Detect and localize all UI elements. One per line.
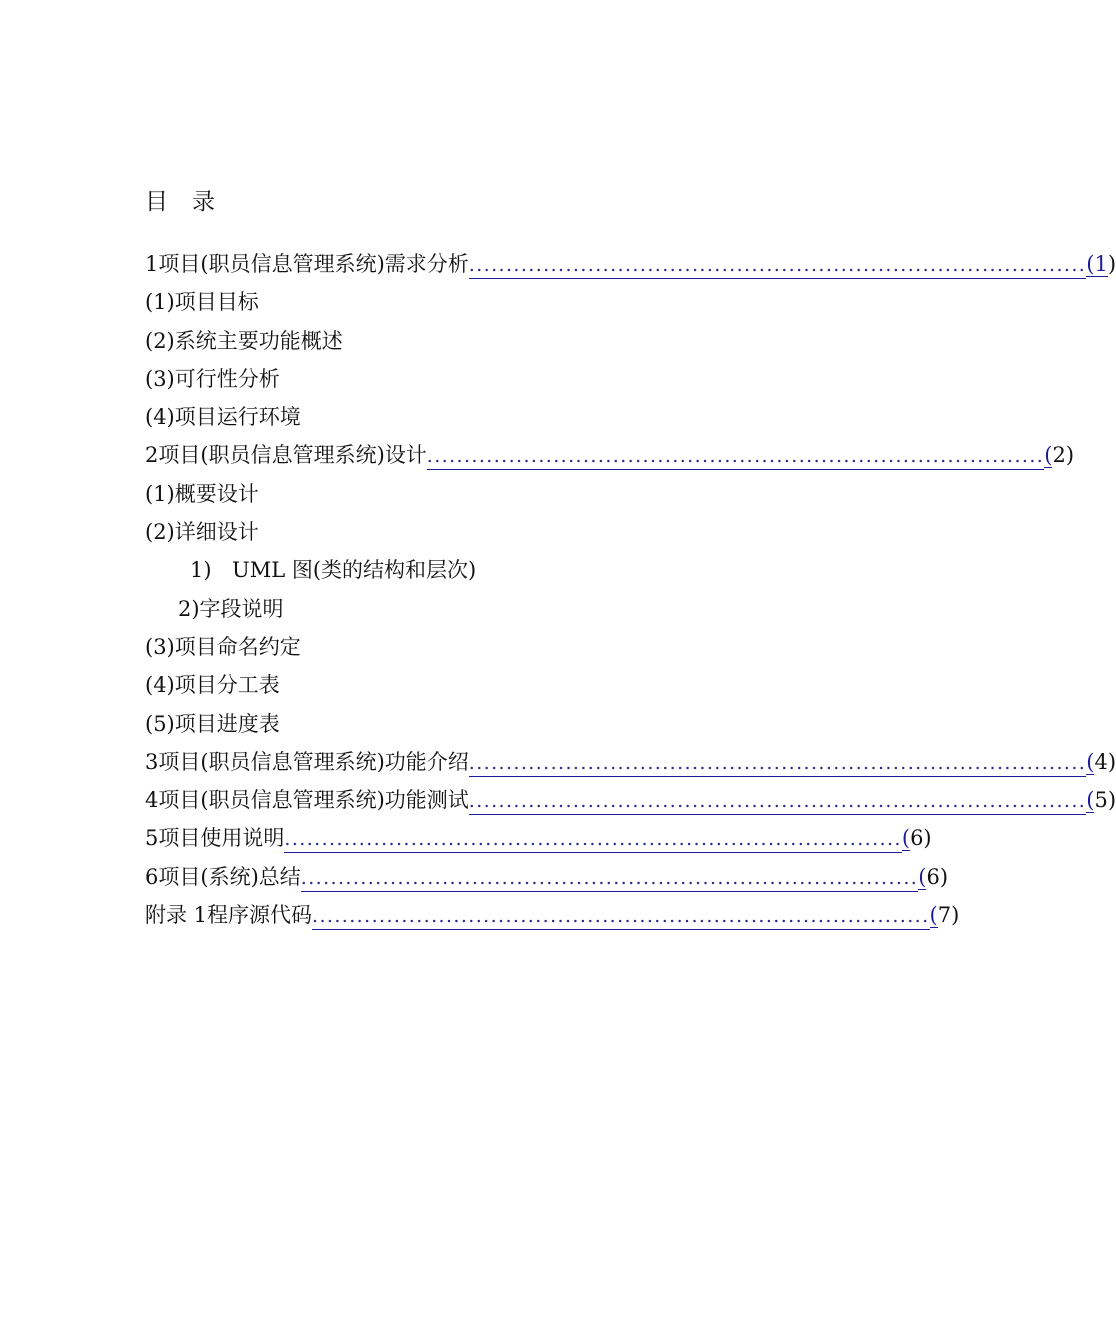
toc-leader-dots: ...................................................................................	[284, 828, 901, 853]
toc-entry-text: UML 图(类的结构和层次)	[232, 558, 477, 583]
toc-entry-2-2	[145, 513, 801, 551]
toc-page-ref[interactable]	[902, 819, 932, 857]
toc-page-link[interactable]: (	[929, 903, 938, 928]
toc-entry-text: 程序源代码	[207, 903, 313, 928]
toc-entry-text: 项目使用说明	[158, 826, 285, 851]
toc-page-link[interactable]: (	[1086, 749, 1095, 774]
toc-page-close: )	[1107, 252, 1116, 276]
toc-entry-text: 项目(职员信息管理系统)功能介绍	[158, 749, 469, 774]
toc-entry-number: 2	[145, 443, 159, 468]
toc-page-ref[interactable]	[1086, 245, 1116, 283]
toc-entry-text: (1)概要设计	[145, 481, 259, 506]
toc-entry-2-2-1	[145, 551, 801, 589]
toc-entry-5[interactable]	[145, 819, 932, 857]
toc-heading-char-1: 目	[145, 189, 170, 215]
toc-entry-1-1	[145, 283, 801, 321]
toc-heading-char-2: 录	[192, 189, 217, 215]
toc-page-ref[interactable]	[1086, 781, 1116, 819]
toc-entry-1-4	[145, 398, 801, 436]
toc-entry-2-3	[145, 628, 801, 666]
toc-entry-text: (4)项目分工表	[145, 673, 280, 698]
toc-entry-2-1	[145, 475, 801, 513]
toc-entry-text: 项目(系统)总结	[158, 864, 301, 889]
toc-page-link[interactable]: (	[918, 864, 927, 889]
toc-page-link[interactable]: (	[901, 826, 911, 851]
toc-leader-dots: ...................................................................................	[427, 445, 1044, 470]
toc-page-close: 2)	[1052, 443, 1075, 468]
toc-entry-number: 6	[145, 864, 159, 889]
toc-entry-text: (4)项目运行环境	[145, 405, 301, 430]
toc-entry-1-2	[145, 322, 801, 360]
toc-entry-2-2-2	[145, 590, 801, 628]
toc-entry-4[interactable]	[145, 781, 1116, 819]
toc-leader-dots: ...................................................................................	[469, 254, 1086, 279]
toc-page-ref[interactable]	[1086, 743, 1116, 781]
toc-entry-number: 附录 1	[145, 903, 208, 928]
toc-entry-text: 项目(职员信息管理系统)功能测试	[158, 788, 469, 813]
toc-entry-2-5	[145, 705, 801, 743]
toc-entry-number: 3	[145, 749, 159, 774]
toc-page-ref[interactable]	[918, 858, 948, 896]
toc-leader-dots: ...................................................................................	[301, 867, 918, 892]
toc-page-close: 6)	[926, 864, 949, 889]
toc-entry-2-4	[145, 666, 801, 704]
toc-entry-number: 1)	[190, 558, 212, 583]
toc-page-ref[interactable]	[930, 896, 960, 934]
toc-entry-appendix-1[interactable]	[145, 896, 960, 934]
toc-leader-dots: ...................................................................................	[312, 905, 929, 930]
toc-page-ref[interactable]	[1044, 436, 1074, 474]
toc-entry-text: (5)项目进度表	[145, 711, 280, 736]
toc-page-close: 7)	[937, 903, 960, 928]
toc-entry-text: (3)项目命名约定	[145, 634, 301, 659]
toc-entry-text: 项目(职员信息管理系统)需求分析	[158, 252, 469, 276]
toc-entry-number: 5	[145, 826, 159, 851]
toc-leader-dots: ...................................................................................	[469, 752, 1086, 777]
toc-entry-1[interactable]	[145, 245, 1116, 283]
toc-page-link[interactable]: (	[1086, 788, 1095, 813]
toc-entry-1-3	[145, 360, 801, 398]
toc-entry-2[interactable]	[145, 436, 1075, 474]
toc-entry-number: 4	[145, 788, 159, 813]
toc-page-close: 6)	[910, 826, 932, 851]
toc-entry-text: (1)项目目标	[145, 290, 259, 315]
toc-page-close: 4)	[1094, 749, 1116, 774]
toc-page-link[interactable]: (	[1044, 443, 1053, 468]
toc-entry-3[interactable]	[145, 743, 1116, 781]
toc-heading	[145, 183, 217, 216]
toc-entry-6[interactable]	[145, 858, 949, 896]
toc-entry-text: (3)可行性分析	[145, 366, 280, 391]
toc-page-link[interactable]: (1	[1086, 252, 1108, 276]
toc-entry-number: 1	[145, 252, 159, 276]
toc-leader-dots: ...................................................................................	[469, 790, 1086, 815]
table-of-contents	[145, 245, 1116, 934]
toc-page-close: 5)	[1094, 788, 1116, 813]
toc-entry-text: (2)系统主要功能概述	[145, 328, 343, 353]
toc-entry-text: (2)详细设计	[145, 520, 259, 545]
toc-entry-text: 项目(职员信息管理系统)设计	[158, 443, 427, 468]
toc-entry-text: 2)字段说明	[178, 596, 284, 621]
